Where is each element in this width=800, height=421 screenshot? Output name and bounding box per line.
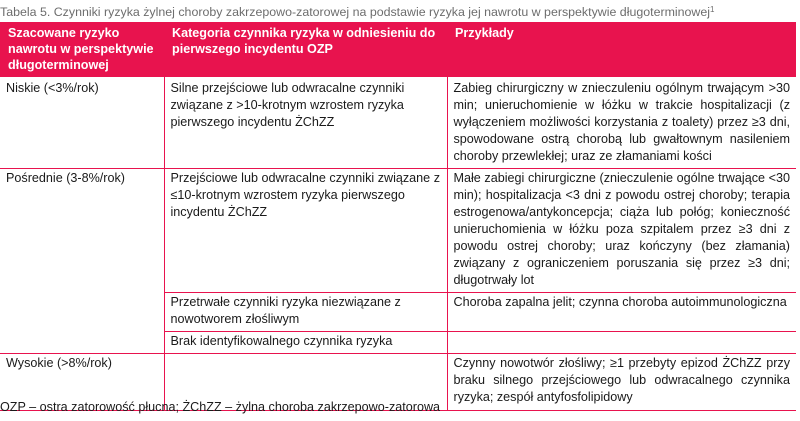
table-caption	[0, 2, 800, 20]
examples-cell: Choroba zapalna jelit; czynna choroba autoimmunologiczna	[447, 293, 796, 332]
category-cell: Brak identyfikowalnego czynnika ryzyka	[164, 332, 447, 354]
table-footnote: OZP – ostra zatorowość płucna; ŻChZZ – żylna choroba zakrzepowo-zatorowa	[0, 400, 441, 414]
examples-cell: Zabieg chirurgiczny w znieczuleniu ogólnym trwającym >30 min; unieruchomienie w łóżku w trakcie hospitalizacji (z wyłączeniem możliwości korzystania z toalety) przez ≥3 dni, spowodowane ostrą chorobą lub gwałtownym nasileniem choroby przewlekłej; uraz ze złamaniami kości	[447, 77, 796, 169]
risk-factors-table	[0, 22, 796, 411]
header-risk: Szacowane ryzyko nawrotu w perspektywie długoterminowej	[0, 22, 164, 77]
category-cell: Przejściowe lub odwracalne czynniki związane z ≤10-krotnym wzrostem ryzyka pierwszego incydentu ŻChZZ	[164, 169, 447, 293]
table-header-row	[0, 22, 796, 77]
examples-cell	[447, 332, 796, 354]
header-category: Kategoria czynnika ryzyka w odniesieniu do pierwszego incydentu OZP	[164, 22, 447, 77]
header-examples: Przykłady	[447, 22, 796, 77]
risk-cell: Niskie (<3%/rok)	[0, 77, 164, 169]
category-cell: Przetrwałe czynniki ryzyka niezwiązane z nowotworem złośliwym	[164, 293, 447, 332]
examples-cell: Czynny nowotwór złośliwy; ≥1 przebyty epizod ŻChZZ przy braku silnego przejściowego lub odwracalnego czynnika ryzyka; zespół antyfosfolipidowy	[447, 354, 796, 411]
examples-cell: Małe zabiegi chirurgiczne (znieczulenie ogólne trwające <30 min); hospitalizacja <3 dni z powodu ostrej choroby; terapia estrogenowa/antykoncepcja; ciąża lub połóg; konieczność unieruchomienia w łóżku poza szpitalem przez ≥3 dni z powodu ostrej choroby; uraz kończyny (bez złamania) związany z ograniczeniem poruszania się przez ≥3 dni; długotrwały lot	[447, 169, 796, 293]
caption-text: Tabela 5. Czynniki ryzyka żylnej choroby zakrzepowo-zatorowej na podstawie ryzyka jej nawrotu w perspektywie długoterminowej	[0, 5, 711, 19]
caption-reference: 1	[710, 5, 715, 14]
category-cell: Silne przejściowe lub odwracalne czynniki związane z >10-krotnym wzrostem ryzyka pierwszego incydentu ŻChZZ	[164, 77, 447, 169]
table-row	[0, 169, 796, 293]
risk-cell: Wysokie (>8%/rok)	[0, 354, 164, 411]
table-row	[0, 77, 796, 169]
risk-cell: Pośrednie (3-8%/rok)	[0, 169, 164, 354]
